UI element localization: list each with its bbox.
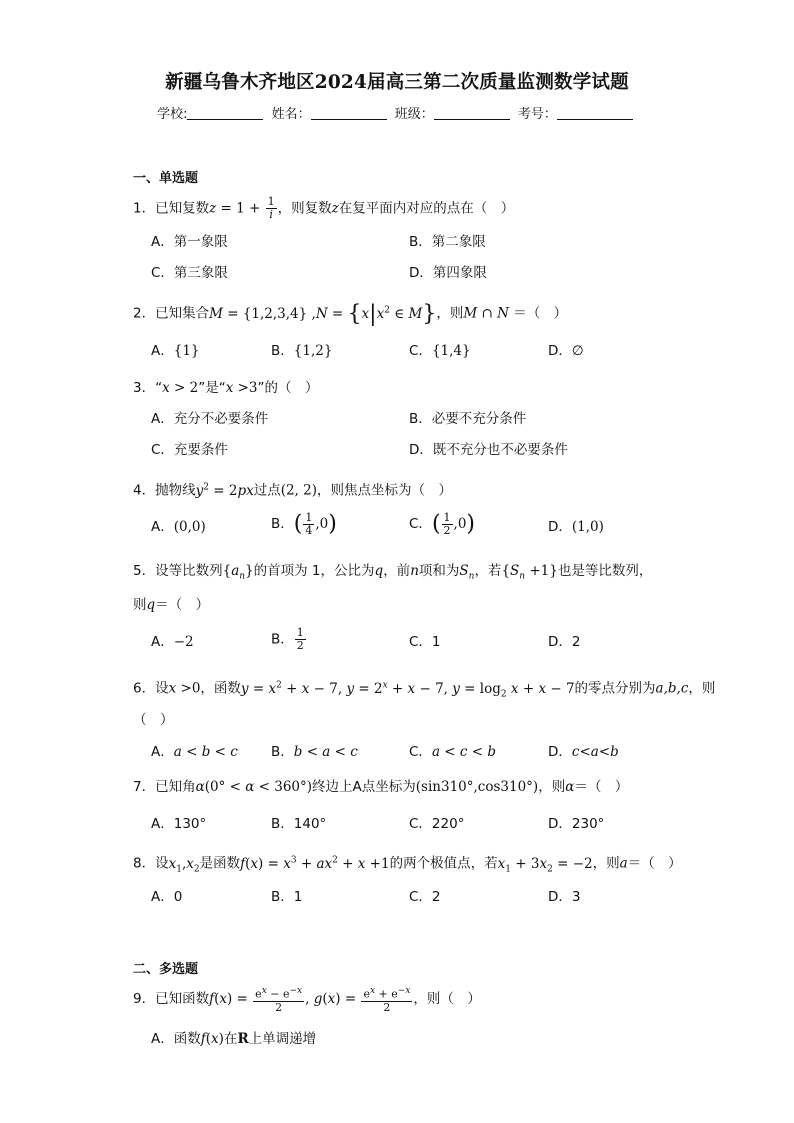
q4-option-c: C．( $\frac{1}{2}$ ,0) xyxy=(409,511,476,537)
page-title: 新疆乌鲁木齐地区2024届高三第二次质量监测数学试题 xyxy=(165,72,629,93)
q7-option-d: D．230° xyxy=(548,816,605,832)
q2-formula: M = {1,2,3,4} $,N = \{x|x^2$ ∈ M} xyxy=(209,301,437,326)
name-label: 姓名： xyxy=(271,107,311,122)
q4-option-d: D．(1,0) xyxy=(548,519,604,535)
q1-number: 1． xyxy=(133,200,156,217)
q1-option-c: C．第三象限 xyxy=(151,265,228,281)
number-label: 考号： xyxy=(517,107,557,122)
q2-option-c: C．{1,4} xyxy=(409,343,471,359)
q8-option-d: D．3 xyxy=(548,889,581,905)
question-5: 5．设等比数列$\{a_n\}$的首项为 1，公比为q，前n项和为$S_n$，若$\{S_n +1\}$也是等比数列， xyxy=(133,563,653,582)
q6-number: 6． xyxy=(133,680,156,697)
q7-number: 7． xyxy=(133,779,156,795)
student-info-line xyxy=(0,103,794,122)
school-label: 学校: xyxy=(157,107,188,122)
q5-option-d: D．2 xyxy=(548,634,581,650)
q2-text-post: ，则 xyxy=(436,305,464,322)
question-7: 7．已知角α(0° < α < 360°)终边上A点坐标为(sin310°,cos310°)，则α＝（ ） xyxy=(133,779,629,795)
q6-option-b: B．b < a < c xyxy=(271,744,358,760)
question-6: 6．设x >0，函数$y = x^2 + x - 7$, $y = 2^x + x - 7$, $y = \log_2 x + x - 7$的零点分别为a,b,c，则 xyxy=(133,680,716,700)
q2-text: 已知集合 xyxy=(155,305,210,322)
q1-fraction: $\frac{1}{i}$ xyxy=(267,195,275,221)
question-1: 1．已知复数z = 1 + $\frac{1}{i}$ ，则复数z在复平面内对应的点在（ ） xyxy=(133,195,515,221)
q1-option-b: B．第二象限 xyxy=(409,234,486,250)
q1-formula: z xyxy=(209,200,217,217)
q1-text: 已知复数 xyxy=(155,200,210,217)
q8-number: 8． xyxy=(133,855,156,872)
q1-text-mid: ，则复数 xyxy=(277,200,332,217)
q3-number: 3． xyxy=(133,380,156,396)
q4-number: 4． xyxy=(133,482,156,499)
question-5-line2: 则q＝（ ） xyxy=(133,597,210,613)
q9-option-a: A．函数f(x)在R上单调递增 xyxy=(151,1031,317,1047)
q4-option-b: B．( $\frac{1}{4}$ ,0) xyxy=(271,511,337,537)
q3-option-a: A．充分不必要条件 xyxy=(151,411,269,427)
question-4: 4．抛物线$y^2 = 2px$过点(2, 2)，则焦点坐标为（ ） xyxy=(133,482,453,499)
q1-text-post: 在复平面内对应的点在（ ） xyxy=(338,200,515,217)
q5-option-a: A．−2 xyxy=(151,634,194,650)
q5-option-c: C．1 xyxy=(409,634,441,650)
class-blank xyxy=(434,107,510,120)
q2-tail: （ ） xyxy=(526,305,568,322)
q6-option-c: C．a < c < b xyxy=(409,744,496,760)
question-8: 8．设$x_1,x_2$是函数$f(x) = x^3 + ax^2 + x +1$的两个极值点，若$x_1 + 3x_2 = -2$，则a＝（ ） xyxy=(133,855,682,875)
q6-option-d: D．c<a<b xyxy=(548,744,619,760)
q2-option-a: A．{1} xyxy=(151,343,200,359)
q9-number: 9． xyxy=(133,990,156,1007)
class-label: 班级： xyxy=(394,107,434,122)
q4-option-a: A．(0,0) xyxy=(151,519,206,535)
q7-option-b: B．140° xyxy=(271,816,327,832)
section-single-choice: 一、单选题 xyxy=(133,171,199,186)
q1-option-d: D．第四象限 xyxy=(409,265,487,281)
q3-option-b: B．必要不充分条件 xyxy=(409,411,527,427)
question-9: 9．已知函数f(x) = $\frac{e^x - e^{-x}}{2}$ , g(x) = $\frac{e^x + e^{-x}}{2}$ ，则（ ） xyxy=(133,986,481,1014)
q5-number: 5． xyxy=(133,563,156,579)
q2-option-b: B．{1,2} xyxy=(271,343,333,359)
question-2: 2．已知集合M = {1,2,3,4} $,N = \{x|x^2$ ∈ M}，则M ∩ N ＝（ ） xyxy=(133,301,568,326)
q3-option-d: D．既不充分也不必要条件 xyxy=(409,442,568,458)
question-6-paren: （ ） xyxy=(133,712,174,728)
q1-option-a: A．第一象限 xyxy=(151,234,228,250)
q7-option-a: A．130° xyxy=(151,816,207,832)
question-3: 3．“x > 2”是“x >3”的（ ） xyxy=(133,380,319,396)
section-multiple-choice: 二、多选题 xyxy=(133,962,199,977)
name-blank xyxy=(311,107,387,120)
q7-option-c: C．220° xyxy=(409,816,465,832)
q8-option-b: B．1 xyxy=(271,889,303,905)
number-blank xyxy=(557,107,633,120)
q3-option-c: C．充要条件 xyxy=(151,442,228,458)
q8-option-c: C．2 xyxy=(409,889,441,905)
q6-option-a: A．a < b < c xyxy=(151,744,238,760)
q8-option-a: A．0 xyxy=(151,889,183,905)
school-blank xyxy=(187,107,263,120)
q5-option-b: B． $\frac{1}{2}$ xyxy=(271,626,304,652)
q2-number: 2． xyxy=(133,305,156,322)
q2-option-d: D．∅ xyxy=(548,343,584,359)
